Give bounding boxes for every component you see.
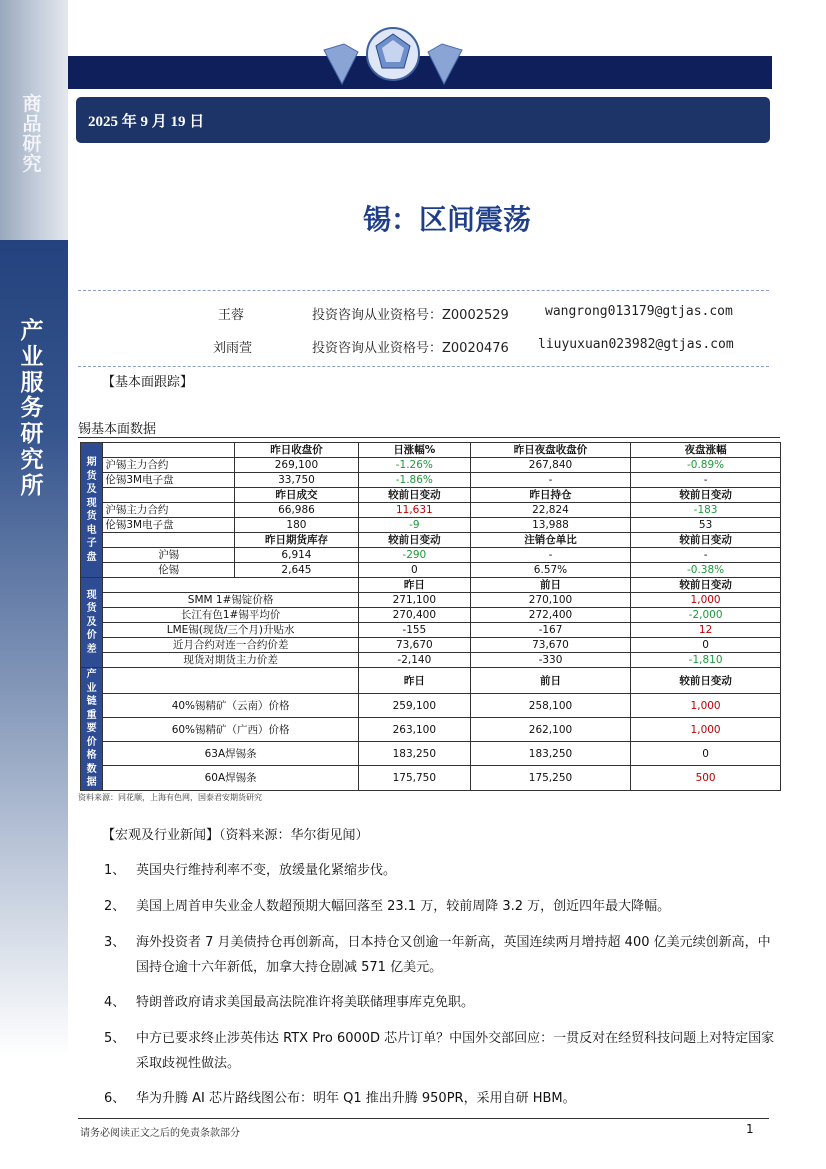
column-header: 昨日: [358, 668, 470, 694]
table-cell: -1.86%: [358, 473, 470, 488]
table-cell: -1.26%: [358, 458, 470, 473]
column-header: 昨日收盘价: [235, 443, 359, 458]
table-cell: 269,100: [235, 458, 359, 473]
table-cell: 53: [631, 518, 781, 533]
table-cell: 12: [631, 623, 781, 638]
table-cell: -: [631, 548, 781, 563]
table-cell: 73,670: [470, 638, 630, 653]
column-header: 前日: [470, 668, 630, 694]
table-cell: -330: [470, 653, 630, 668]
source-note: 资料来源：同花顺，上海有色网，国泰君安期货研究: [78, 793, 262, 802]
table-row: [81, 638, 781, 653]
news-text: 海外投资者 7 月美债持仓再创新高，日本持仓又创逾一年新高，英国连续两月增持超 400 亿美元续创新高，中国持仓逾十六年新低，加拿大持仓剧减 571 亿美元。: [136, 935, 771, 975]
table-cell: 2,645: [235, 563, 359, 578]
author-email[interactable]: liuyuxuan023982@gtjas.com: [538, 337, 734, 352]
table-cell: 259,100: [358, 694, 470, 718]
table-cell: 271,100: [358, 593, 470, 608]
table-cell: 1,000: [631, 718, 781, 742]
row-label: 沪锡: [103, 548, 235, 563]
table-top-rule: [78, 437, 780, 438]
page-number: 1: [746, 1122, 754, 1136]
sidebar-label-commodity-research: 商 品 研 究: [22, 93, 42, 175]
column-header: 较前日变动: [631, 668, 781, 694]
column-header: 前日: [470, 578, 630, 593]
table-cell: -2,140: [358, 653, 470, 668]
report-title: 锡：区间震荡: [362, 203, 531, 236]
author-name: 刘雨萱: [213, 341, 253, 356]
table-cell: -: [470, 548, 630, 563]
report-date: 2025 年 9 月 19 日: [88, 114, 205, 130]
column-header: 注销仓单比: [470, 533, 630, 548]
table-row: [81, 458, 781, 473]
table-header-row: [81, 533, 781, 548]
column-header: 较前日变动: [631, 533, 781, 548]
news-number: 4、: [104, 995, 126, 1010]
news-number: 6、: [104, 1091, 126, 1106]
table-cell: 180: [235, 518, 359, 533]
diamond-logo: [318, 24, 468, 88]
group-label: 现 货 及 价 差: [81, 578, 103, 668]
table-row: [81, 548, 781, 563]
table-cell: 0: [358, 563, 470, 578]
table-cell: 6.57%: [470, 563, 630, 578]
sidebar-label-industry-institute: 产 业 服 务 研 究 所: [20, 317, 44, 499]
table-cell: 175,750: [358, 766, 470, 790]
table-cell: 175,250: [470, 766, 630, 790]
table-row: [81, 608, 781, 623]
row-label: 伦锡: [103, 563, 235, 578]
table-cell: 13,988: [470, 518, 630, 533]
table-cell: 267,840: [470, 458, 630, 473]
disclaimer-text: 请务必阅读正文之后的免责条款部分: [80, 1128, 240, 1139]
table-row: [81, 694, 781, 718]
column-header: 昨日期货库存: [235, 533, 359, 548]
table-cell: 33,750: [235, 473, 359, 488]
author-email[interactable]: wangrong013179@gtjas.com: [545, 304, 733, 319]
news-number: 2、: [104, 899, 126, 914]
column-header: 夜盘涨幅: [631, 443, 781, 458]
table-cell: 6,914: [235, 548, 359, 563]
column-header: 昨日持仓: [470, 488, 630, 503]
column-header: 昨日成交: [235, 488, 359, 503]
table-row: [81, 503, 781, 518]
table-cell: 270,400: [358, 608, 470, 623]
table-cell: 0: [631, 742, 781, 766]
divider: [78, 366, 769, 367]
date-bar: [76, 97, 770, 143]
table-cell: 66,986: [235, 503, 359, 518]
row-label: 60A焊锡条: [103, 766, 359, 790]
row-label: 沪锡主力合约: [103, 458, 235, 473]
news-text: 英国央行维持利率不变，放缓量化紧缩步伐。: [136, 863, 397, 878]
table-header-row: [81, 443, 781, 458]
table-cell: -290: [358, 548, 470, 563]
news-number: 3、: [104, 935, 126, 950]
table-row: [81, 623, 781, 638]
table-cell: 0: [631, 638, 781, 653]
column-header: 昨日: [358, 578, 470, 593]
column-header: 较前日变动: [358, 488, 470, 503]
table-row: [81, 653, 781, 668]
column-header: 较前日变动: [631, 578, 781, 593]
column-header: 昨日夜盘收盘价: [470, 443, 630, 458]
news-text: 华为升腾 AI 芯片路线图公布：明年 Q1 推出升腾 950PR，采用自研 HBM。: [136, 1091, 576, 1106]
news-text: 中方已要求终止涉英伟达 RTX Pro 6000D 芯片订单？中国外交部回应：一贯反对在经贸科技问题上对特定国家采取歧视性做法。: [136, 1031, 775, 1071]
group-label: 产 业 链 重 要 价 格 数 据: [81, 668, 103, 791]
table-header-row: [81, 668, 781, 694]
table-row: [81, 718, 781, 742]
news-text: 特朗普政府请求美国最高法院准许将美联储理事库克免职。: [136, 995, 475, 1010]
news-heading: 【宏观及行业新闻】（资料来源：华尔街见闻）: [102, 828, 369, 843]
table-cell: -: [631, 473, 781, 488]
table-cell: 270,100: [470, 593, 630, 608]
table-cell: -155: [358, 623, 470, 638]
column-header: 较前日变动: [631, 488, 781, 503]
table-header-row: [81, 578, 781, 593]
table-header-row: [81, 488, 781, 503]
author-name: 王蓉: [218, 308, 245, 323]
table-cell: 1,000: [631, 694, 781, 718]
footer-rule: [78, 1118, 769, 1119]
row-label: SMM 1#锡锭价格: [103, 593, 359, 608]
row-label: 伦锡3M电子盘: [103, 473, 235, 488]
row-label: 伦锡3M电子盘: [103, 518, 235, 533]
row-label: 沪锡主力合约: [103, 503, 235, 518]
table-row: [81, 742, 781, 766]
row-label: 现货对期货主力价差: [103, 653, 359, 668]
group-label: 期 货 及 现 货 电 子 盘: [81, 443, 103, 578]
row-label: 长江有色1#锡平均价: [103, 608, 359, 623]
table-row: [81, 473, 781, 488]
table-row: [81, 766, 781, 790]
table-cell: 258,100: [470, 694, 630, 718]
row-label: 40%锡精矿（云南）价格: [103, 694, 359, 718]
tin-fundamentals-table: [80, 442, 781, 791]
news-text: 美国上周首申失业金人数超预期大幅回落至 23.1 万，较前周降 3.2 万，创近四年最大降幅。: [136, 899, 671, 914]
table-cell: -0.38%: [631, 563, 781, 578]
table-cell: 1,000: [631, 593, 781, 608]
table-cell: 263,100: [358, 718, 470, 742]
table-cell: -183: [631, 503, 781, 518]
table-cell: 22,824: [470, 503, 630, 518]
column-header: 日涨幅%: [358, 443, 470, 458]
table-row: [81, 563, 781, 578]
news-number: 1、: [104, 863, 126, 878]
table-row: [81, 518, 781, 533]
table-cell: 73,670: [358, 638, 470, 653]
table-cell: 262,100: [470, 718, 630, 742]
table-cell: -1,810: [631, 653, 781, 668]
row-label: 60%锡精矿（广西）价格: [103, 718, 359, 742]
author-cert: 投资咨询从业资格号：Z0002529: [312, 308, 509, 323]
table-cell: 500: [631, 766, 781, 790]
news-number: 5、: [104, 1031, 126, 1046]
table-cell: -0.89%: [631, 458, 781, 473]
table-cell: 11,631: [358, 503, 470, 518]
row-label: LME锡(现货/三个月)升贴水: [103, 623, 359, 638]
fundamentals-heading: 【基本面跟踪】: [102, 375, 194, 390]
table-cell: -9: [358, 518, 470, 533]
table-cell: 183,250: [358, 742, 470, 766]
divider: [78, 290, 769, 291]
column-header: 较前日变动: [358, 533, 470, 548]
table-title: 锡基本面数据: [78, 422, 157, 437]
table-cell: 272,400: [470, 608, 630, 623]
table-cell: 183,250: [470, 742, 630, 766]
table-cell: -2,000: [631, 608, 781, 623]
table-cell: -167: [470, 623, 630, 638]
row-label: 近月合约对连一合约价差: [103, 638, 359, 653]
table-row: [81, 593, 781, 608]
row-label: 63A焊锡条: [103, 742, 359, 766]
table-cell: -: [470, 473, 630, 488]
author-cert: 投资咨询从业资格号：Z0020476: [312, 341, 509, 356]
